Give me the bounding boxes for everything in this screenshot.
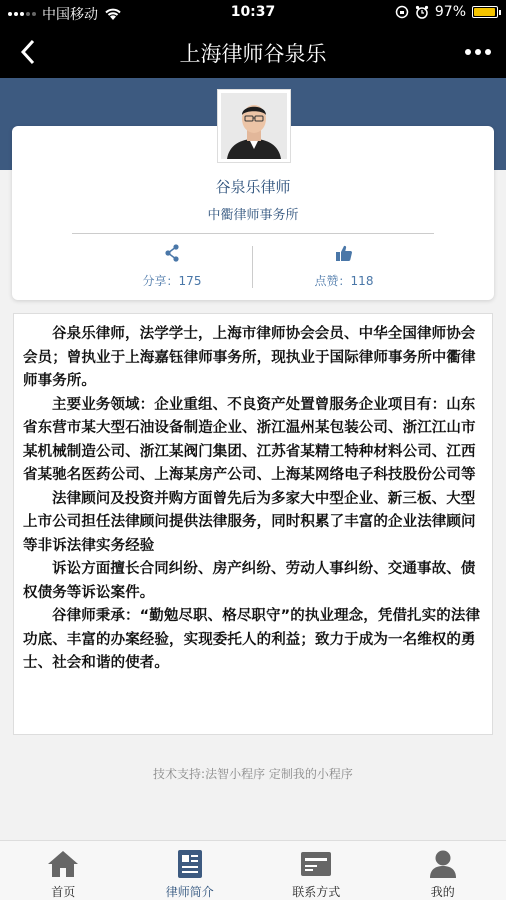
divider	[72, 233, 434, 234]
tab-home[interactable]	[0, 841, 127, 900]
share-count: 分享：175	[142, 274, 202, 288]
more-button[interactable]	[460, 36, 496, 68]
carrier-label: 中国移动	[42, 7, 98, 23]
stat-separator	[252, 246, 253, 288]
bio-paragraph: 主要业务领域：企业重组、不良资产处置曾服务企业项目有：山东省东营市某大型石油设备制造企业、浙江温州某包装公司、浙江江山市某机械制造公司、浙江某阀门集团、江苏省某精工特种材料公司、江西省某驰名医药公司、上海某房产公司、上海某网络电子科技股份公司等	[23, 396, 476, 483]
lawyer-name: 谷泉乐律师	[215, 178, 291, 196]
navigation-bar	[0, 26, 506, 78]
battery-icon	[472, 6, 498, 18]
tab-mine[interactable]	[380, 841, 506, 900]
tab-home-label: 首页	[51, 885, 76, 899]
bio-paragraph: 法律顾问及投资并购方面曾先后为多家大中型企业、新三板、大型上市公司担任法律顾问提供法律服务，同时积累了丰富的企业法律顾问等非诉法律实务经验	[23, 490, 476, 554]
tab-contact[interactable]	[253, 841, 380, 900]
contact-card-icon	[300, 851, 332, 877]
profile-card	[12, 126, 494, 300]
like-button[interactable]	[274, 244, 414, 289]
tech-support	[0, 765, 506, 782]
alarm-icon	[415, 5, 429, 19]
bio-paragraph: 诉讼方面擅长合同纠纷、房产纠纷、劳动人事纠纷、交通事故、债权债务等诉讼案件。	[23, 561, 476, 601]
tab-mine-label: 我的	[430, 885, 455, 899]
battery-percent: 97%	[434, 4, 466, 20]
rotation-lock-icon	[395, 5, 409, 19]
thumbs-up-icon	[335, 244, 353, 262]
tab-profile-label: 律师简介	[165, 885, 214, 899]
more-dots-icon	[465, 49, 471, 55]
status-time: 10:37	[230, 4, 276, 20]
bio-paragraph: 谷律师秉承：“勤勉尽职、格尽职守”的执业理念，凭借扎实的法律功底、丰富的办案经验，实现委托人的利益；致力于成为一名维权的勇士、社会和谐的使者。	[23, 608, 481, 671]
custom-miniprogram-link[interactable]: 定制我的小程序	[268, 767, 353, 781]
biography-panel	[13, 313, 493, 735]
status-bar	[0, 0, 506, 26]
share-icon	[164, 244, 180, 262]
home-icon	[46, 849, 80, 879]
share-button[interactable]	[102, 244, 242, 289]
tab-contact-label: 联系方式	[292, 885, 341, 899]
firm-name: 中衢律师事务所	[207, 208, 299, 223]
like-count: 点赞：118	[314, 274, 374, 288]
user-icon	[429, 849, 457, 879]
lawyer-photo	[221, 93, 287, 159]
support-text: 技术支持:法智小程序	[153, 767, 266, 781]
page-title: 上海律师谷泉乐	[179, 42, 327, 66]
bio-paragraph: 谷泉乐律师，法学学士，上海市律师协会会员、中华全国律师协会会员；曾执业于上海嘉钰律师事务所，现执业于国际律师事务所中衢律师事务所。	[23, 326, 476, 389]
profile-doc-icon	[177, 849, 203, 879]
tab-profile[interactable]	[127, 841, 254, 900]
tab-bar	[0, 840, 506, 900]
avatar	[217, 89, 291, 163]
